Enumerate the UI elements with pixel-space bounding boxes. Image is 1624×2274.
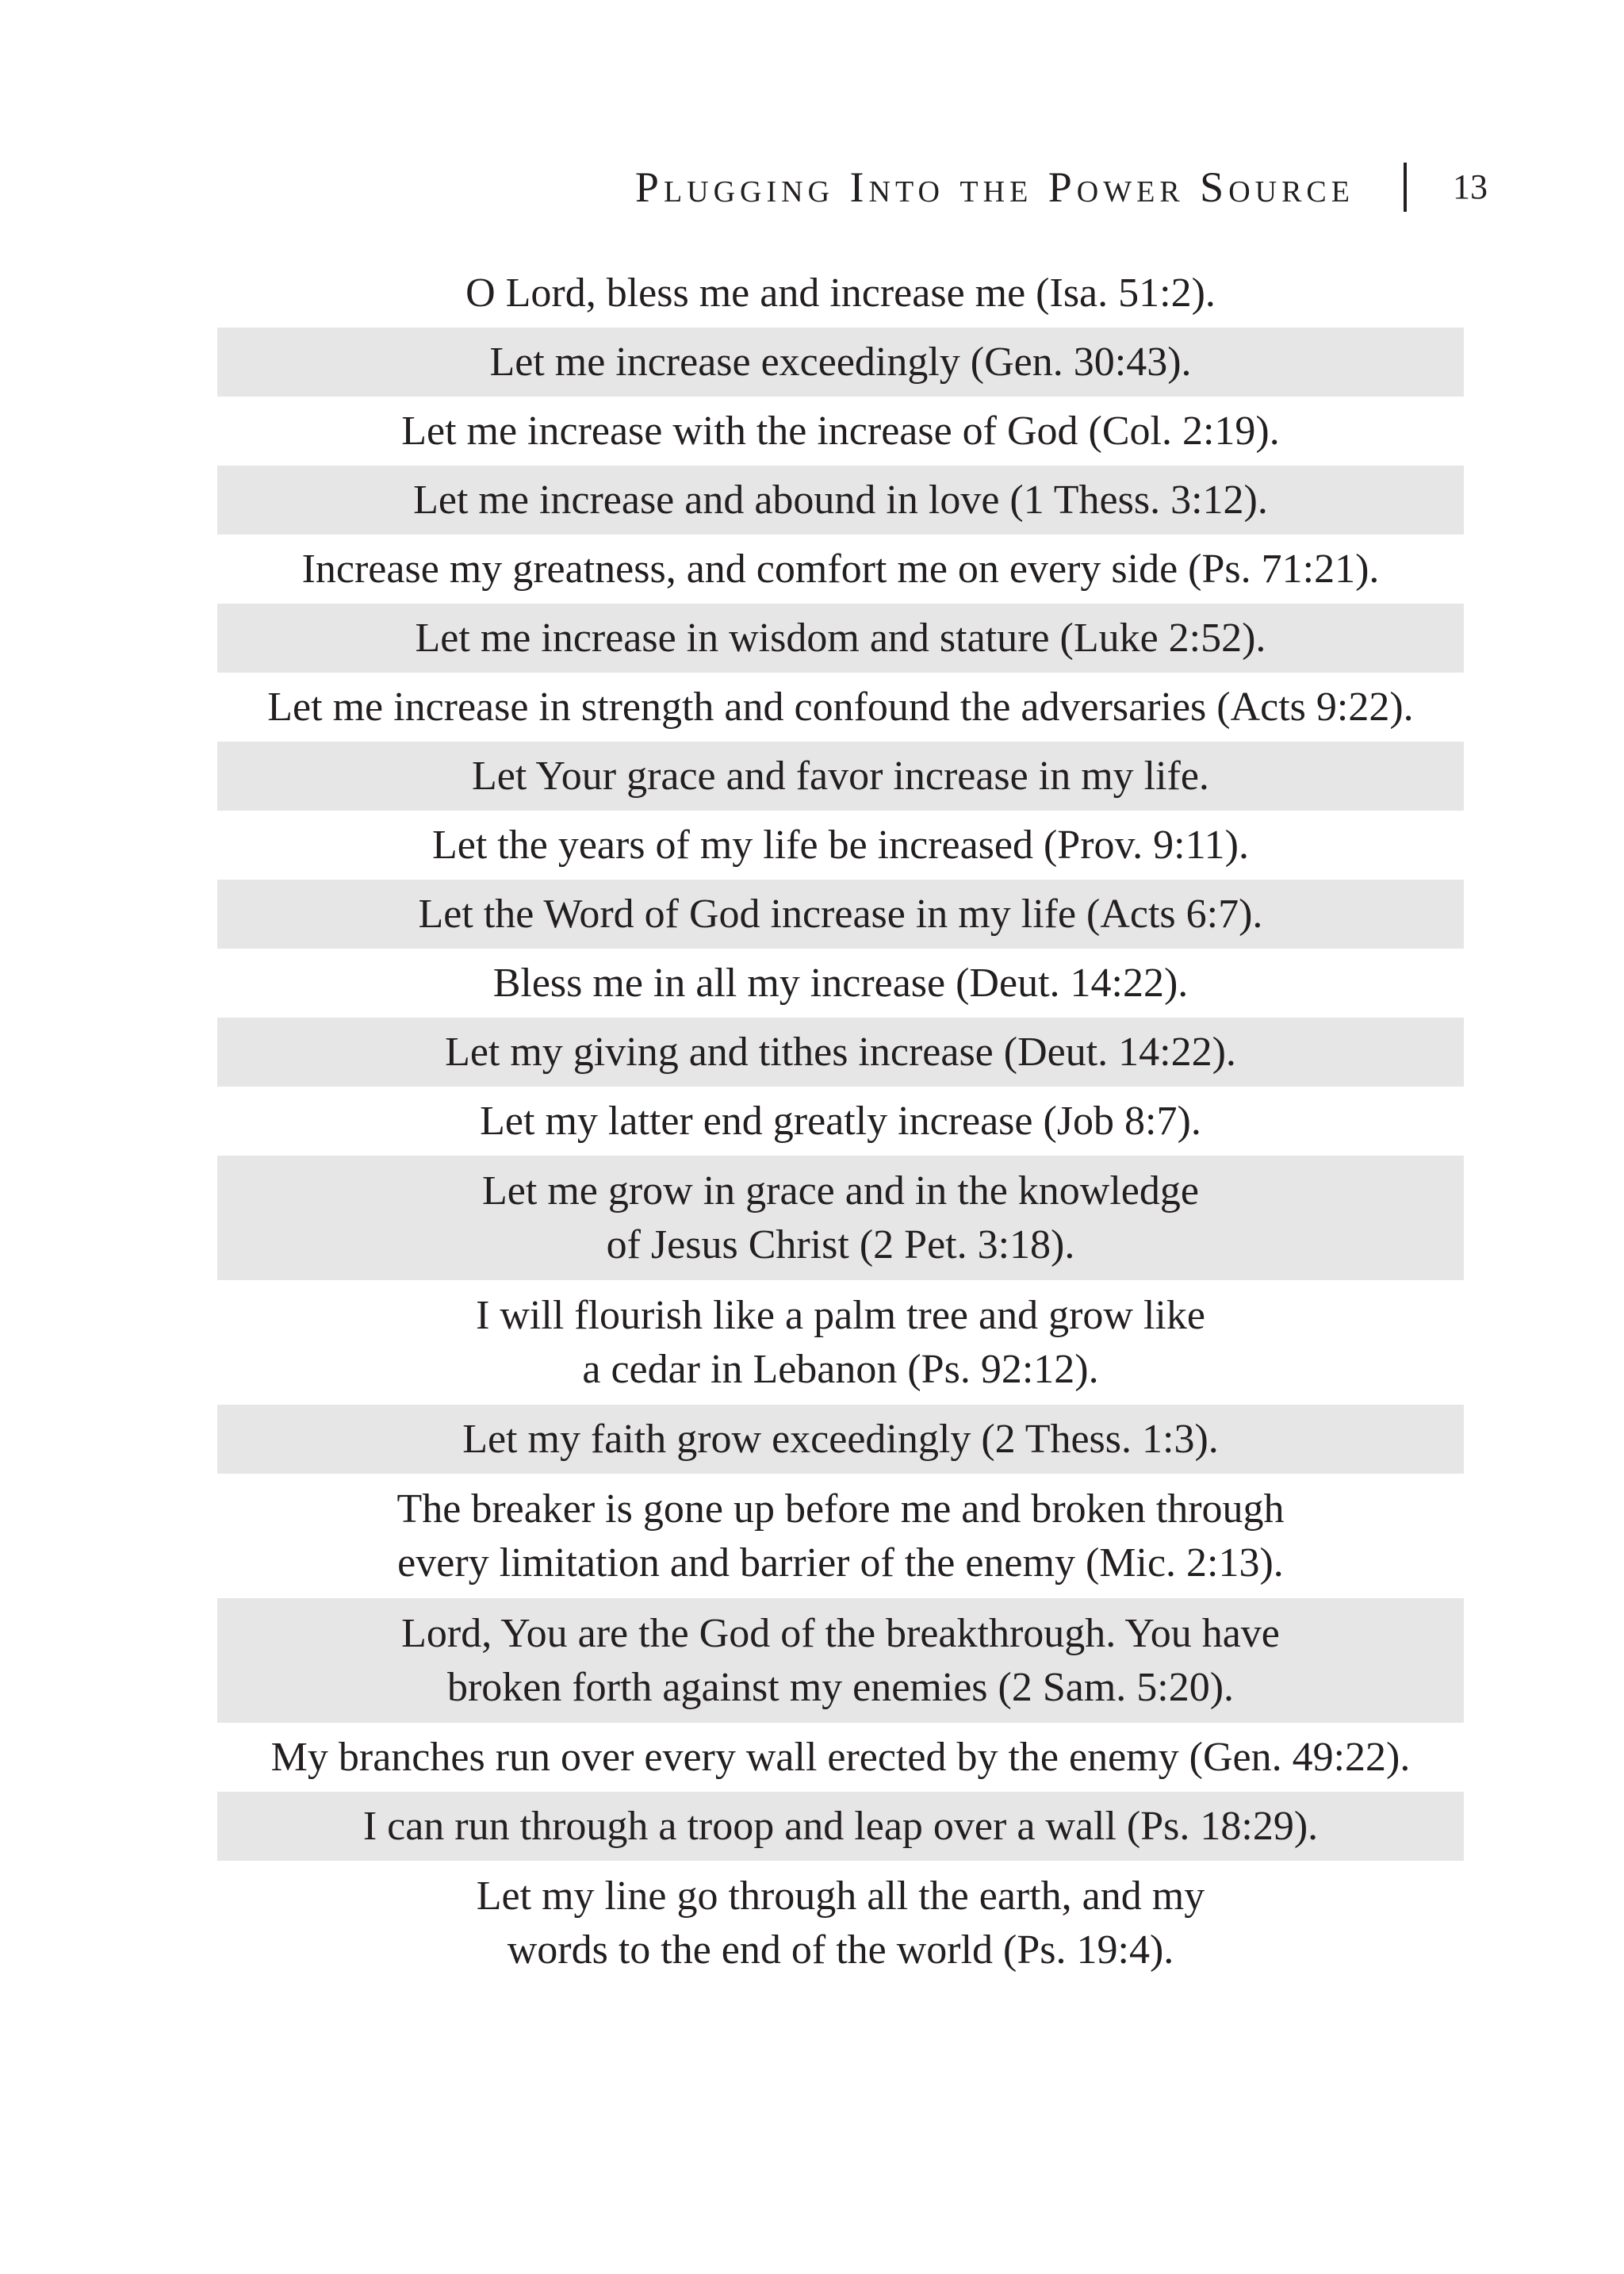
confession-line: Let the years of my life be increased (Prov. 9:11). bbox=[432, 822, 1249, 868]
confession-line: Bless me in all my increase (Deut. 14:22). bbox=[492, 960, 1189, 1006]
running-head bbox=[635, 155, 1488, 219]
confession-line: Let me increase exceedingly (Gen. 30:43). bbox=[489, 339, 1192, 385]
confession-line: My branches run over every wall erected by the enemy (Gen. 49:22). bbox=[270, 1734, 1411, 1780]
confession-text bbox=[416, 612, 1266, 665]
confession-line: words to the end of the world (Ps. 19:4). bbox=[507, 1927, 1174, 1973]
confession-row bbox=[217, 1598, 1464, 1723]
running-head-divider bbox=[1404, 163, 1407, 212]
confession-text bbox=[476, 1289, 1205, 1397]
confession-row bbox=[217, 811, 1464, 880]
confession-row bbox=[217, 1156, 1464, 1280]
confession-line: Let me grow in grace and in the knowledge bbox=[482, 1168, 1199, 1214]
confession-text bbox=[401, 405, 1280, 458]
confession-text bbox=[419, 888, 1263, 941]
confession-line: O Lord, bless me and increase me (Isa. 51:2). bbox=[465, 270, 1216, 316]
confession-row bbox=[217, 466, 1464, 535]
confession-text bbox=[477, 1869, 1205, 1977]
confession-text bbox=[480, 1095, 1201, 1149]
confession-text bbox=[445, 1026, 1236, 1079]
confession-line: Let me increase in wisdom and stature (Luke 2:52). bbox=[415, 615, 1266, 661]
confession-row bbox=[217, 742, 1464, 811]
confession-line: every limitation and barrier of the enemy (Mic. 2:13). bbox=[397, 1540, 1284, 1586]
confession-line: Let my latter end greatly increase (Job 8:7). bbox=[480, 1098, 1201, 1144]
confession-text bbox=[432, 819, 1249, 872]
confession-row bbox=[217, 328, 1464, 397]
confession-text bbox=[271, 1731, 1411, 1785]
confession-text bbox=[462, 1413, 1219, 1467]
confession-line: Let the Word of God increase in my life (Acts 6:7). bbox=[418, 891, 1263, 937]
confession-line: Let Your grace and favor increase in my life. bbox=[472, 753, 1209, 799]
confession-row bbox=[217, 1087, 1464, 1156]
confession-row bbox=[217, 535, 1464, 604]
confession-line: Let my line go through all the earth, and my bbox=[476, 1873, 1205, 1919]
confession-text bbox=[363, 1800, 1318, 1854]
confession-row bbox=[217, 1474, 1464, 1598]
page-number: 13 bbox=[1453, 167, 1488, 206]
confession-text bbox=[401, 1607, 1280, 1715]
confession-list bbox=[217, 259, 1464, 1985]
confession-text bbox=[413, 474, 1268, 527]
confession-row bbox=[217, 1280, 1464, 1405]
confession-line: Let my giving and tithes increase (Deut. 14:22). bbox=[445, 1029, 1236, 1075]
confession-line: Let me increase with the increase of God (Col. 2:19). bbox=[401, 408, 1280, 454]
confession-row bbox=[217, 949, 1464, 1018]
confession-line: I can run through a troop and leap over a wall (Ps. 18:29). bbox=[362, 1803, 1319, 1849]
confession-line: of Jesus Christ (2 Pet. 3:18). bbox=[606, 1221, 1075, 1267]
confession-text bbox=[302, 543, 1380, 596]
confession-line: Lord, You are the God of the breakthrough. You have bbox=[401, 1610, 1280, 1656]
confession-text bbox=[489, 336, 1191, 389]
confession-line: Let me increase and abound in love (1 Thess. 3:12). bbox=[413, 477, 1268, 523]
confession-line: Let my faith grow exceedingly (2 Thess. 1:3). bbox=[462, 1416, 1219, 1462]
running-head-title: Plugging Into the Power Source bbox=[634, 163, 1354, 211]
confession-line: a cedar in Lebanon (Ps. 92:12). bbox=[582, 1346, 1099, 1392]
confession-row bbox=[217, 397, 1464, 466]
confession-row bbox=[217, 1861, 1464, 1985]
confession-text bbox=[482, 1164, 1199, 1272]
confession-row bbox=[217, 880, 1464, 949]
confession-row bbox=[217, 1405, 1464, 1474]
confession-text bbox=[472, 750, 1209, 803]
confession-row bbox=[217, 259, 1464, 328]
confession-line: The breaker is gone up before me and broken through bbox=[396, 1486, 1285, 1532]
confession-line: Let me increase in strength and confound the adversaries (Acts 9:22). bbox=[267, 684, 1414, 730]
confession-line: Increase my greatness, and comfort me on every side (Ps. 71:21). bbox=[301, 546, 1380, 592]
confession-line: broken forth against my enemies (2 Sam. 5:20). bbox=[446, 1664, 1235, 1710]
confession-row bbox=[217, 1723, 1464, 1792]
confession-line: I will flourish like a palm tree and grow like bbox=[476, 1292, 1205, 1338]
confession-text bbox=[465, 267, 1216, 320]
confession-row bbox=[217, 673, 1464, 742]
confession-row bbox=[217, 1792, 1464, 1861]
confession-row bbox=[217, 1018, 1464, 1087]
confession-text bbox=[396, 1482, 1284, 1590]
confession-row bbox=[217, 604, 1464, 673]
confession-text bbox=[493, 957, 1189, 1010]
confession-text bbox=[267, 681, 1413, 734]
